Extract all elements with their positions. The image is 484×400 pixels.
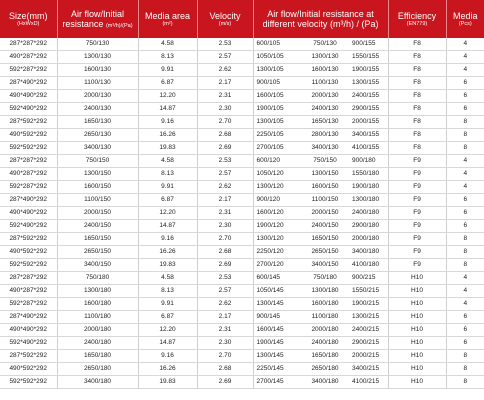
cell-media-count: 4 xyxy=(446,298,484,311)
cell-size: 490*592*292 xyxy=(0,246,57,259)
cell-size: 490*490*292 xyxy=(0,207,57,220)
cell-resistance-low: 1300/120 xyxy=(253,233,300,246)
cell-media-count: 8 xyxy=(446,116,484,129)
cell-airflow: 750/180 xyxy=(57,272,138,285)
cell-resistance-high: 3400/155 xyxy=(350,129,388,142)
header-airflow: Air flow/Initial resistance (m³/h)/(Pa) xyxy=(57,0,138,38)
table-row xyxy=(0,259,484,272)
cell-resistance-high: 2900/155 xyxy=(350,103,388,116)
cell-media-area: 16.26 xyxy=(138,246,197,259)
cell-resistance-high: 3400/180 xyxy=(350,246,388,259)
cell-velocity: 2.68 xyxy=(197,363,253,376)
cell-velocity: 2.53 xyxy=(197,155,253,168)
cell-resistance-low: 1600/145 xyxy=(253,324,300,337)
cell-airflow: 1650/130 xyxy=(57,116,138,129)
cell-airflow: 1600/180 xyxy=(57,298,138,311)
cell-velocity: 2.70 xyxy=(197,350,253,363)
cell-media-area: 4.58 xyxy=(138,272,197,285)
cell-media-area: 14.87 xyxy=(138,103,197,116)
cell-size: 287*592*292 xyxy=(0,233,57,246)
cell-media-area: 4.58 xyxy=(138,155,197,168)
cell-efficiency: F9 xyxy=(388,207,446,220)
cell-resistance-mid: 750/150 xyxy=(300,155,350,168)
cell-media-area: 6.87 xyxy=(138,77,197,90)
cell-resistance-mid: 2400/180 xyxy=(300,337,350,350)
cell-efficiency: F8 xyxy=(388,51,446,64)
cell-size: 287*287*292 xyxy=(0,272,57,285)
table-row xyxy=(0,311,484,324)
cell-velocity: 2.68 xyxy=(197,246,253,259)
cell-media-area: 9.91 xyxy=(138,298,197,311)
cell-resistance-mid: 1100/130 xyxy=(300,77,350,90)
cell-media-area: 9.91 xyxy=(138,181,197,194)
cell-resistance-high: 1900/180 xyxy=(350,181,388,194)
cell-media-area: 12.20 xyxy=(138,207,197,220)
cell-media-area: 16.26 xyxy=(138,363,197,376)
cell-size: 287*592*292 xyxy=(0,116,57,129)
table-row xyxy=(0,142,484,155)
cell-velocity: 2.17 xyxy=(197,311,253,324)
cell-efficiency: H10 xyxy=(388,298,446,311)
table-row xyxy=(0,376,484,389)
header-velocity: Velocity (m/s) xyxy=(197,0,253,38)
cell-airflow: 1650/180 xyxy=(57,350,138,363)
cell-airflow: 2000/130 xyxy=(57,90,138,103)
table-row xyxy=(0,324,484,337)
cell-resistance-mid: 1600/180 xyxy=(300,298,350,311)
cell-resistance-low: 2700/105 xyxy=(253,142,300,155)
cell-media-area: 9.16 xyxy=(138,116,197,129)
cell-efficiency: F8 xyxy=(388,64,446,77)
cell-airflow: 2650/180 xyxy=(57,363,138,376)
cell-size: 490*490*292 xyxy=(0,324,57,337)
cell-efficiency: F9 xyxy=(388,168,446,181)
cell-size: 490*287*292 xyxy=(0,51,57,64)
cell-resistance-low: 600/145 xyxy=(253,272,300,285)
cell-size: 592*490*292 xyxy=(0,103,57,116)
cell-efficiency: F8 xyxy=(388,129,446,142)
cell-velocity: 2.17 xyxy=(197,77,253,90)
cell-resistance-mid: 2650/150 xyxy=(300,246,350,259)
cell-efficiency: F9 xyxy=(388,259,446,272)
cell-efficiency: H10 xyxy=(388,311,446,324)
cell-resistance-mid: 1100/180 xyxy=(300,311,350,324)
cell-media-area: 12.20 xyxy=(138,90,197,103)
cell-media-count: 6 xyxy=(446,207,484,220)
cell-efficiency: F8 xyxy=(388,77,446,90)
cell-size: 592*592*292 xyxy=(0,142,57,155)
cell-media-count: 8 xyxy=(446,259,484,272)
cell-resistance-mid: 1650/130 xyxy=(300,116,350,129)
cell-airflow: 1300/180 xyxy=(57,285,138,298)
cell-resistance-low: 900/120 xyxy=(253,194,300,207)
cell-size: 592*490*292 xyxy=(0,337,57,350)
cell-resistance-low: 2700/120 xyxy=(253,259,300,272)
table-row xyxy=(0,90,484,103)
cell-media-area: 8.13 xyxy=(138,168,197,181)
cell-resistance-low: 1050/120 xyxy=(253,168,300,181)
cell-resistance-low: 1300/145 xyxy=(253,350,300,363)
cell-efficiency: F9 xyxy=(388,220,446,233)
table-row xyxy=(0,363,484,376)
table-row xyxy=(0,220,484,233)
cell-airflow: 2000/150 xyxy=(57,207,138,220)
cell-velocity: 2.53 xyxy=(197,272,253,285)
cell-efficiency: F9 xyxy=(388,181,446,194)
cell-media-area: 19.83 xyxy=(138,142,197,155)
cell-resistance-low: 2250/120 xyxy=(253,246,300,259)
cell-resistance-mid: 1300/180 xyxy=(300,285,350,298)
cell-media-count: 4 xyxy=(446,51,484,64)
cell-velocity: 2.30 xyxy=(197,103,253,116)
cell-resistance-mid: 2000/180 xyxy=(300,324,350,337)
cell-velocity: 2.57 xyxy=(197,285,253,298)
cell-airflow: 1600/150 xyxy=(57,181,138,194)
cell-velocity: 2.30 xyxy=(197,337,253,350)
cell-media-area: 19.83 xyxy=(138,259,197,272)
cell-resistance-mid: 1650/150 xyxy=(300,233,350,246)
header-efficiency: Efficiency (EN779) xyxy=(388,0,446,38)
table-row xyxy=(0,51,484,64)
cell-airflow: 2650/130 xyxy=(57,129,138,142)
cell-resistance-mid: 3400/180 xyxy=(300,376,350,389)
cell-resistance-low: 1600/120 xyxy=(253,207,300,220)
cell-resistance-low: 900/105 xyxy=(253,77,300,90)
cell-airflow: 1100/130 xyxy=(57,77,138,90)
cell-media-area: 14.87 xyxy=(138,337,197,350)
cell-resistance-mid: 2400/130 xyxy=(300,103,350,116)
cell-media-count: 6 xyxy=(446,103,484,116)
cell-efficiency: F9 xyxy=(388,194,446,207)
cell-resistance-low: 1900/120 xyxy=(253,220,300,233)
cell-size: 592*287*292 xyxy=(0,298,57,311)
cell-media-area: 8.13 xyxy=(138,285,197,298)
cell-resistance-low: 1600/105 xyxy=(253,90,300,103)
table-row xyxy=(0,285,484,298)
cell-efficiency: F8 xyxy=(388,116,446,129)
cell-resistance-high: 2400/215 xyxy=(350,324,388,337)
cell-size: 287*287*292 xyxy=(0,155,57,168)
cell-resistance-mid: 750/130 xyxy=(300,38,350,51)
cell-media-count: 6 xyxy=(446,77,484,90)
cell-size: 592*490*292 xyxy=(0,220,57,233)
cell-resistance-low: 2250/105 xyxy=(253,129,300,142)
cell-airflow: 3400/150 xyxy=(57,259,138,272)
cell-resistance-high: 3400/215 xyxy=(350,363,388,376)
cell-size: 592*592*292 xyxy=(0,376,57,389)
cell-velocity: 2.70 xyxy=(197,233,253,246)
cell-velocity: 2.69 xyxy=(197,259,253,272)
header-diff-velocity: Air flow/Initial resistance at different velocity (m³/h) / (Pa) xyxy=(253,0,388,38)
table-row xyxy=(0,350,484,363)
table-row xyxy=(0,181,484,194)
cell-media-count: 8 xyxy=(446,233,484,246)
cell-resistance-low: 1900/145 xyxy=(253,337,300,350)
cell-media-area: 12.20 xyxy=(138,324,197,337)
cell-size: 490*490*292 xyxy=(0,90,57,103)
cell-resistance-low: 1300/105 xyxy=(253,64,300,77)
cell-efficiency: H10 xyxy=(388,285,446,298)
cell-efficiency: H10 xyxy=(388,337,446,350)
cell-resistance-high: 2000/215 xyxy=(350,350,388,363)
table-row xyxy=(0,155,484,168)
cell-airflow: 1100/150 xyxy=(57,194,138,207)
cell-airflow: 2400/150 xyxy=(57,220,138,233)
cell-resistance-high: 4100/155 xyxy=(350,142,388,155)
cell-resistance-mid: 1300/130 xyxy=(300,51,350,64)
cell-efficiency: H10 xyxy=(388,350,446,363)
cell-size: 287*490*292 xyxy=(0,194,57,207)
cell-resistance-low: 1050/105 xyxy=(253,51,300,64)
header-media-area: Media area (m²) xyxy=(138,0,197,38)
cell-resistance-low: 1050/145 xyxy=(253,285,300,298)
cell-velocity: 2.31 xyxy=(197,324,253,337)
cell-resistance-high: 1300/155 xyxy=(350,77,388,90)
cell-resistance-high: 2400/180 xyxy=(350,207,388,220)
cell-media-count: 6 xyxy=(446,311,484,324)
cell-efficiency: F8 xyxy=(388,38,446,51)
cell-size: 287*287*292 xyxy=(0,38,57,51)
cell-velocity: 2.53 xyxy=(197,38,253,51)
cell-media-count: 8 xyxy=(446,376,484,389)
cell-media-count: 6 xyxy=(446,220,484,233)
cell-media-area: 4.58 xyxy=(138,38,197,51)
cell-airflow: 1100/180 xyxy=(57,311,138,324)
cell-efficiency: H10 xyxy=(388,376,446,389)
cell-size: 592*287*292 xyxy=(0,64,57,77)
table-row xyxy=(0,194,484,207)
cell-resistance-high: 1900/215 xyxy=(350,298,388,311)
cell-airflow: 750/130 xyxy=(57,38,138,51)
cell-velocity: 2.57 xyxy=(197,168,253,181)
cell-resistance-high: 4100/180 xyxy=(350,259,388,272)
cell-resistance-low: 1300/105 xyxy=(253,116,300,129)
cell-efficiency: F8 xyxy=(388,142,446,155)
cell-velocity: 2.17 xyxy=(197,194,253,207)
cell-resistance-mid: 1300/150 xyxy=(300,168,350,181)
cell-resistance-mid: 1600/150 xyxy=(300,181,350,194)
cell-velocity: 2.31 xyxy=(197,207,253,220)
table-body xyxy=(0,38,484,389)
cell-media-count: 4 xyxy=(446,285,484,298)
cell-velocity: 2.62 xyxy=(197,64,253,77)
cell-resistance-high: 2000/180 xyxy=(350,233,388,246)
cell-airflow: 1650/150 xyxy=(57,233,138,246)
cell-airflow: 2650/150 xyxy=(57,246,138,259)
table-row xyxy=(0,129,484,142)
cell-media-area: 6.87 xyxy=(138,194,197,207)
cell-resistance-high: 4100/215 xyxy=(350,376,388,389)
cell-media-count: 4 xyxy=(446,38,484,51)
cell-airflow: 1300/150 xyxy=(57,168,138,181)
cell-airflow: 2400/130 xyxy=(57,103,138,116)
cell-resistance-mid: 2000/150 xyxy=(300,207,350,220)
cell-resistance-high: 1300/180 xyxy=(350,194,388,207)
cell-media-area: 16.26 xyxy=(138,129,197,142)
cell-media-count: 4 xyxy=(446,168,484,181)
cell-velocity: 2.57 xyxy=(197,51,253,64)
cell-size: 490*592*292 xyxy=(0,129,57,142)
cell-resistance-mid: 3400/150 xyxy=(300,259,350,272)
cell-media-count: 6 xyxy=(446,194,484,207)
table-row xyxy=(0,246,484,259)
table-row xyxy=(0,207,484,220)
cell-media-area: 14.87 xyxy=(138,220,197,233)
cell-efficiency: F8 xyxy=(388,103,446,116)
cell-efficiency: H10 xyxy=(388,363,446,376)
cell-resistance-high: 1900/155 xyxy=(350,64,388,77)
cell-airflow: 1300/130 xyxy=(57,51,138,64)
cell-resistance-high: 2900/215 xyxy=(350,337,388,350)
cell-efficiency: H10 xyxy=(388,272,446,285)
cell-resistance-mid: 750/180 xyxy=(300,272,350,285)
cell-velocity: 2.69 xyxy=(197,376,253,389)
cell-resistance-mid: 2650/180 xyxy=(300,363,350,376)
cell-resistance-low: 1300/120 xyxy=(253,181,300,194)
table-row xyxy=(0,337,484,350)
cell-media-count: 6 xyxy=(446,337,484,350)
cell-velocity: 2.30 xyxy=(197,220,253,233)
cell-media-area: 8.13 xyxy=(138,51,197,64)
cell-media-area: 9.16 xyxy=(138,350,197,363)
cell-media-count: 6 xyxy=(446,324,484,337)
table-row xyxy=(0,38,484,51)
cell-resistance-mid: 1600/130 xyxy=(300,64,350,77)
cell-media-count: 8 xyxy=(446,246,484,259)
cell-media-area: 19.83 xyxy=(138,376,197,389)
cell-resistance-low: 2250/145 xyxy=(253,363,300,376)
cell-resistance-low: 2700/145 xyxy=(253,376,300,389)
cell-size: 287*490*292 xyxy=(0,77,57,90)
cell-resistance-high: 2400/155 xyxy=(350,90,388,103)
table-row xyxy=(0,103,484,116)
cell-resistance-low: 600/105 xyxy=(253,38,300,51)
cell-media-count: 4 xyxy=(446,272,484,285)
cell-resistance-mid: 1650/180 xyxy=(300,350,350,363)
cell-resistance-high: 900/180 xyxy=(350,155,388,168)
cell-resistance-high: 1550/180 xyxy=(350,168,388,181)
cell-airflow: 2000/180 xyxy=(57,324,138,337)
cell-efficiency: F9 xyxy=(388,233,446,246)
cell-media-count: 4 xyxy=(446,155,484,168)
cell-velocity: 2.62 xyxy=(197,181,253,194)
cell-velocity: 2.68 xyxy=(197,129,253,142)
cell-media-count: 8 xyxy=(446,363,484,376)
cell-resistance-high: 900/155 xyxy=(350,38,388,51)
cell-media-count: 8 xyxy=(446,142,484,155)
cell-resistance-high: 2000/155 xyxy=(350,116,388,129)
cell-velocity: 2.31 xyxy=(197,90,253,103)
cell-resistance-low: 1300/145 xyxy=(253,298,300,311)
cell-size: 287*490*292 xyxy=(0,311,57,324)
cell-resistance-high: 900/215 xyxy=(350,272,388,285)
cell-resistance-low: 900/145 xyxy=(253,311,300,324)
table-header xyxy=(0,0,484,38)
cell-resistance-mid: 2000/130 xyxy=(300,90,350,103)
cell-velocity: 2.70 xyxy=(197,116,253,129)
table-row xyxy=(0,168,484,181)
cell-media-area: 9.16 xyxy=(138,233,197,246)
table-row xyxy=(0,298,484,311)
header-row xyxy=(0,0,484,38)
cell-size: 287*592*292 xyxy=(0,350,57,363)
cell-efficiency: F9 xyxy=(388,155,446,168)
cell-resistance-low: 1900/105 xyxy=(253,103,300,116)
cell-efficiency: H10 xyxy=(388,324,446,337)
cell-resistance-high: 2900/180 xyxy=(350,220,388,233)
table-row xyxy=(0,272,484,285)
cell-media-count: 4 xyxy=(446,181,484,194)
table-row xyxy=(0,233,484,246)
cell-media-count: 8 xyxy=(446,350,484,363)
table-row xyxy=(0,64,484,77)
table-row xyxy=(0,77,484,90)
cell-resistance-mid: 2800/130 xyxy=(300,129,350,142)
cell-efficiency: F8 xyxy=(388,90,446,103)
cell-efficiency: F9 xyxy=(388,246,446,259)
cell-resistance-high: 1300/215 xyxy=(350,311,388,324)
cell-media-area: 6.87 xyxy=(138,311,197,324)
cell-velocity: 2.69 xyxy=(197,142,253,155)
cell-airflow: 2400/180 xyxy=(57,337,138,350)
cell-resistance-low: 600/120 xyxy=(253,155,300,168)
cell-airflow: 3400/180 xyxy=(57,376,138,389)
cell-size: 592*592*292 xyxy=(0,259,57,272)
cell-media-area: 9.91 xyxy=(138,64,197,77)
cell-airflow: 750/150 xyxy=(57,155,138,168)
cell-media-count: 6 xyxy=(446,90,484,103)
cell-resistance-mid: 2400/150 xyxy=(300,220,350,233)
cell-size: 490*287*292 xyxy=(0,168,57,181)
cell-size: 592*287*292 xyxy=(0,181,57,194)
cell-size: 490*592*292 xyxy=(0,363,57,376)
cell-velocity: 2.62 xyxy=(197,298,253,311)
cell-media-count: 8 xyxy=(446,129,484,142)
cell-resistance-mid: 1100/150 xyxy=(300,194,350,207)
cell-airflow: 1600/130 xyxy=(57,64,138,77)
cell-resistance-high: 1550/215 xyxy=(350,285,388,298)
cell-resistance-high: 1550/155 xyxy=(350,51,388,64)
cell-resistance-mid: 3400/130 xyxy=(300,142,350,155)
cell-size: 490*287*292 xyxy=(0,285,57,298)
cell-media-count: 4 xyxy=(446,64,484,77)
header-media: Media (Pcs) xyxy=(446,0,484,38)
header-size: Size(mm) (HxWxD) xyxy=(0,0,57,38)
cell-airflow: 3400/130 xyxy=(57,142,138,155)
table-row xyxy=(0,116,484,129)
